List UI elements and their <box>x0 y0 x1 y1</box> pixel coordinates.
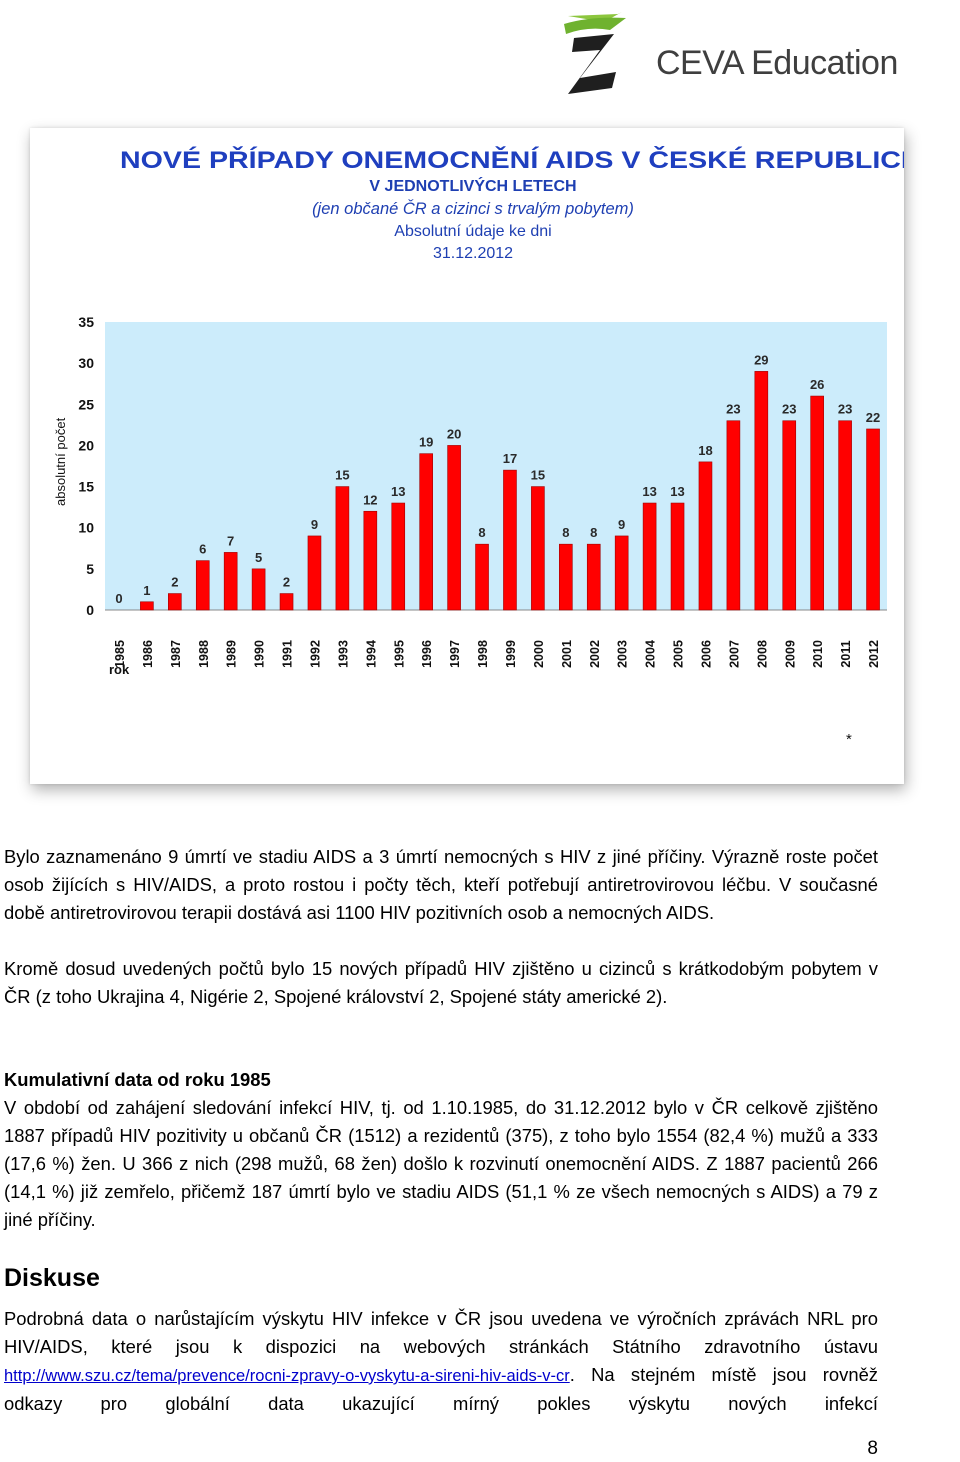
bar <box>196 561 209 610</box>
value-label: 7 <box>227 533 235 549</box>
bar <box>336 487 349 610</box>
bar <box>811 396 824 610</box>
bar <box>448 445 461 610</box>
x-tick-label: 2006 <box>699 640 714 668</box>
bar <box>308 536 321 610</box>
bar <box>168 594 181 610</box>
value-label: 19 <box>418 434 434 450</box>
x-tick-label: 2002 <box>587 640 602 668</box>
plot-area <box>105 322 887 610</box>
bar <box>615 536 628 610</box>
value-label: 23 <box>782 401 797 417</box>
value-label: 0 <box>115 591 123 606</box>
x-tick-label: 2000 <box>531 640 546 668</box>
x-tick-label: 1987 <box>168 640 183 668</box>
bar <box>252 569 265 610</box>
bar <box>531 487 544 610</box>
value-label: 5 <box>254 549 263 565</box>
x-tick-label: 1992 <box>308 640 323 668</box>
value-label: 29 <box>754 352 769 368</box>
aids-chart <box>30 128 904 784</box>
x-tick-label: 1988 <box>196 640 211 668</box>
x-tick-label: 1996 <box>420 640 435 668</box>
value-label: 9 <box>618 516 626 532</box>
x-tick-label: 2001 <box>559 640 574 668</box>
y-tick-label: 10 <box>78 519 94 536</box>
paragraph-foreigners: Kromě dosud uvedených počtů bylo 15 nových případů HIV zjištěno u cizinců s krátkodobým pobytem v ČR (z toho Ukrajina 4, Nigérie 2, Spojené království 2, Spojené státy americké 2). <box>4 958 878 1007</box>
x-tick-label: 2004 <box>643 640 658 668</box>
x-tick-label: 1999 <box>503 640 518 668</box>
y-axis <box>78 314 94 618</box>
x-tick-label: 1990 <box>252 640 267 668</box>
value-label: 8 <box>590 525 598 541</box>
chart-subtitle-4: 31.12.2012 <box>432 245 514 262</box>
chart-svg <box>30 128 904 784</box>
value-label: 26 <box>809 377 825 393</box>
bar <box>503 470 516 610</box>
x-tick-label: 2011 <box>839 640 854 668</box>
bar <box>280 594 293 610</box>
value-label: 17 <box>502 451 518 467</box>
x-tick-label: 1986 <box>140 640 155 668</box>
chart-title: NOVÉ PŘÍPADY ONEMOCNĚNÍ AIDS V ČESKÉ REPUBLICE <box>120 147 792 174</box>
x-tick-label: 1993 <box>336 640 351 668</box>
value-label: 8 <box>478 525 486 541</box>
value-label: 13 <box>391 484 406 500</box>
x-tick-label: 1989 <box>224 640 239 668</box>
x-tick-label: 2007 <box>727 640 742 668</box>
y-tick-label: 20 <box>78 437 94 454</box>
x-tick-label: 1985 <box>112 640 127 668</box>
x-axis-label: rok <box>109 662 130 677</box>
x-tick-label: 2003 <box>615 640 630 668</box>
szu-link[interactable]: http://www.szu.cz/tema/prevence/rocni-zpravy-o-vyskytu-a-sireni-hiv-aids-v-cr <box>4 1367 570 1385</box>
paragraph-cumulative: V období od zahájení sledování infekcí HIV, tj. od 1.10.1985, do 31.12.2012 bylo v ČR celkově zjištěno 1887 případů HIV pozitivity u občanů ČR (1512) a rezidentů (375), z toho bylo 1554 (82,4 %) mužů a 333 (17,6 %) žen. U 366 z nich (298 mužů, 68 žen) došlo k rozvinutí onemocnění AIDS. Z 1887 pacientů 266 (14,1 %) již zemřelo, přičemž 187 úmrtí bylo ve stadiu AIDS (51,1 % ze všech nemocných s AIDS) a 79 z jiné příčiny. <box>4 1097 878 1230</box>
x-tick-label: 1991 <box>280 640 295 668</box>
chart-subtitle-3: Absolutní údaje ke dni <box>394 223 552 240</box>
x-tick-label: 2009 <box>783 640 798 668</box>
value-label: 15 <box>530 467 546 483</box>
x-tick-label: 1995 <box>392 640 407 668</box>
x-tick-label: 1998 <box>476 640 491 668</box>
heading-kumulativni-data: Kumulativní data od roku 1985 <box>4 1069 271 1090</box>
value-label: 15 <box>335 467 350 483</box>
ceva-logo-mark-icon <box>560 8 660 100</box>
value-label: 18 <box>698 442 713 458</box>
bar <box>559 544 572 610</box>
x-tick-label: 2010 <box>811 640 826 668</box>
y-axis-label: absolutní počet <box>53 417 68 506</box>
value-label: 9 <box>310 516 319 532</box>
bar <box>671 503 684 610</box>
y-tick-label: 5 <box>86 560 94 577</box>
value-label: 8 <box>562 525 570 541</box>
x-tick-label: 2008 <box>755 640 770 668</box>
y-tick-label: 30 <box>78 355 94 372</box>
value-label: 6 <box>199 541 207 557</box>
paragraph-deaths: Bylo zaznamenáno 9 úmrtí ve stadiu AIDS a 3 úmrtí nemocných s HIV z jiné příčiny. Výrazně roste počet osob žijících s HIV/AIDS, a proto rostou i počty těch, kteří potřebují antiretrovirovou léčbu. V současné době antiretrovirovou terapii dostává asi 1100 HIV pozitivních osob a nemocných AIDS. <box>4 846 878 923</box>
bar <box>140 602 153 610</box>
value-label: 2 <box>282 574 291 590</box>
bar <box>643 503 656 610</box>
x-tick-label: 2012 <box>867 640 882 668</box>
x-tick-label: 1997 <box>448 640 463 668</box>
value-label: 20 <box>446 426 462 442</box>
bar <box>783 421 796 610</box>
ceva-education-logo <box>560 8 898 100</box>
x-tick-label: 1994 <box>364 640 379 668</box>
bar <box>587 544 600 610</box>
value-label: 22 <box>865 409 881 425</box>
logo-text: CEVA Education <box>656 44 898 82</box>
value-label: 13 <box>670 484 685 500</box>
y-tick-label: 0 <box>86 602 94 618</box>
bar <box>755 371 768 610</box>
footnote-mark: * <box>846 731 852 748</box>
y-tick-label: 35 <box>78 314 94 330</box>
bar <box>699 462 712 610</box>
chart-subtitle-1: V JEDNOTLIVÝCH LETECH <box>369 178 577 195</box>
bar <box>867 429 880 610</box>
bar <box>420 454 433 610</box>
bar <box>727 421 740 610</box>
heading-diskuse: Diskuse <box>4 1264 100 1292</box>
bar <box>839 421 852 610</box>
value-label: 23 <box>726 401 741 417</box>
paragraph-diskuse <box>4 1305 878 1418</box>
x-tick-label: 2005 <box>671 640 686 668</box>
bar <box>224 552 237 610</box>
bar <box>364 511 377 610</box>
paragraph-diskuse-text-2: . Na stejném místě jsou rovněž odkazy pro globální data ukazující mírný pokles výskytu nových infekcí <box>4 1364 878 1414</box>
value-label: 1 <box>143 582 151 598</box>
bar <box>476 544 489 610</box>
value-label: 12 <box>363 492 378 508</box>
value-label: 23 <box>837 401 853 417</box>
x-axis <box>113 640 881 668</box>
paragraph-diskuse-text-1: Podrobná data o narůstajícím výskytu HIV infekce v ČR jsou uvedena ve výročních zprávách NRL pro HIV/AIDS, které jsou k dispozici na webových stránkách Státního zdravotního ústavu <box>4 1308 878 1357</box>
value-label: 2 <box>171 574 179 590</box>
bar <box>392 503 405 610</box>
y-tick-label: 25 <box>78 396 94 413</box>
chart-subtitle-2: (jen občané ČR a cizinci s trvalým pobytem) <box>312 200 634 218</box>
value-label: 13 <box>642 484 657 500</box>
page-number: 8 <box>867 1438 878 1459</box>
y-tick-label: 15 <box>78 478 94 495</box>
